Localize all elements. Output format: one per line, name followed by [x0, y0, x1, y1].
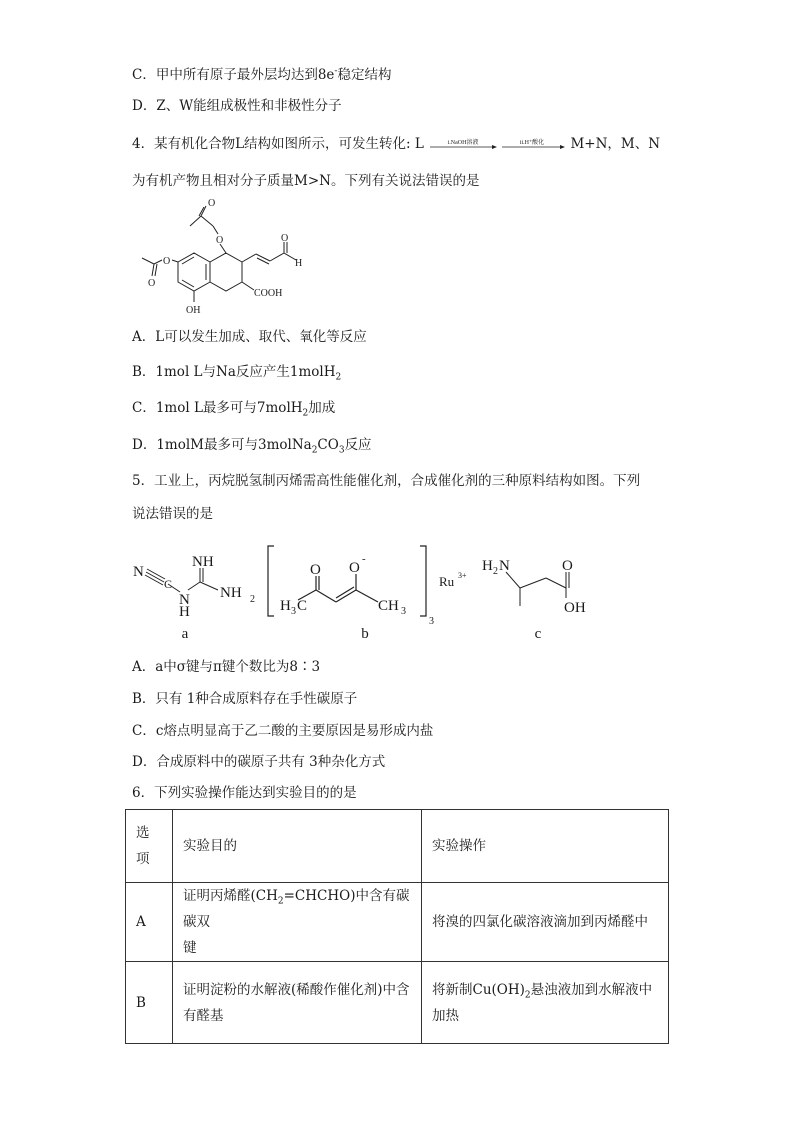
struct-a-n2: N — [179, 592, 190, 608]
struct-a-nh: NH — [192, 554, 214, 570]
struct-b-count: 3 — [429, 616, 434, 627]
q4-option-a: A．L可以发生加成、取代、氧化等反应 — [132, 329, 367, 345]
struct-a-nh2-sub: 2 — [250, 594, 255, 605]
q5-structures — [128, 540, 608, 644]
row-b-goal-text2: 有醛基 — [183, 1007, 224, 1024]
struct-b-ch3: CH — [378, 598, 399, 614]
q4-option-c-tail: 加成 — [308, 400, 336, 416]
struct-a-c: C — [164, 577, 173, 591]
row-b-op-text: 将新制Cu(OH) — [432, 981, 525, 998]
struct-o-ester2: O — [163, 256, 171, 267]
q5-stem-line2: 说法错误的是 — [132, 506, 213, 522]
q4-option-c — [132, 399, 335, 417]
q4-option-d-sub2: 3 — [338, 445, 345, 456]
q4-option-b-sub: 2 — [335, 372, 342, 383]
struct-b-o-minus: O — [349, 560, 360, 576]
table-row — [126, 883, 669, 962]
table-cell-goal — [173, 883, 422, 962]
q4-option-c-text: C．1mol L最多可与7molH — [132, 400, 303, 416]
struct-b-label: b — [361, 626, 369, 642]
compound-l-structure — [130, 198, 310, 320]
struct-o-ald: O — [281, 233, 289, 244]
table-cell-option: A — [126, 883, 173, 962]
struct-a-label: a — [181, 626, 189, 642]
struct-c-o: O — [562, 558, 573, 574]
struct-c-h: H — [482, 558, 493, 574]
table-header-row — [126, 810, 669, 883]
table-header-option-text: 选项 — [136, 825, 150, 867]
struct-h-ald: H — [295, 258, 303, 269]
struct-b-charge: 3+ — [458, 571, 467, 580]
struct-a-h: H — [179, 604, 190, 620]
arrow-label-1: i.NaOH溶液 — [447, 139, 479, 146]
table-header-goal: 实验目的 — [173, 810, 422, 883]
reaction-arrow-graphic — [428, 136, 566, 154]
table-cell-operation — [422, 962, 669, 1044]
q4-option-b — [132, 363, 341, 381]
struct-b-o: O — [310, 562, 321, 578]
struct-c-sub: 2 — [493, 566, 498, 577]
struct-b-h3c-3: 3 — [291, 606, 296, 617]
struct-o-top: O — [208, 198, 216, 209]
struct-b-minus: - — [362, 553, 366, 565]
table-cell-goal — [173, 962, 422, 1044]
experiment-table — [125, 809, 669, 1044]
row-b-op-sub: 2 — [524, 990, 531, 1001]
q4-stem-products: M+N，M、N — [570, 136, 661, 152]
q3-option-d: D．Z、W能组成极性和非极性分子 — [132, 98, 342, 114]
row-b-goal-text: 证明淀粉的水解液(稀酸作催化剂)中含 — [183, 981, 410, 998]
q5-option-a: A．a中σ键与π键个数比为8∶3 — [132, 659, 321, 675]
q6-stem: 6．下列实验操作能达到实验目的的是 — [132, 785, 357, 801]
q3-option-c-tail: 稳定结构 — [337, 67, 392, 83]
struct-cooh: COOH — [254, 288, 283, 299]
table-header-operation: 实验操作 — [422, 810, 669, 883]
struct-a-n1: N — [133, 564, 144, 580]
table-row — [126, 962, 669, 1044]
row-a-goal-text2: =CHCHO)中含有碳碳双 — [183, 888, 410, 930]
struct-b-h3c-h: H — [280, 598, 291, 614]
row-a-goal-text: 证明丙烯醛(CH — [183, 888, 278, 904]
q4-option-d-text: D．1molM最多可与3molNa — [132, 437, 312, 453]
q4-option-d-tail: 反应 — [344, 437, 372, 453]
struct-o-carbonyl: O — [148, 278, 156, 289]
struct-c-n: N — [499, 558, 510, 574]
q4-stem-line2: 为有机产物且相对分子质量M>N。下列有关说法错误的是 — [132, 173, 480, 189]
row-a-goal-sub: 2 — [277, 896, 284, 907]
q4-option-d — [132, 436, 372, 454]
q4-option-c-sub: 2 — [302, 408, 309, 419]
row-a-goal-text3: 键 — [183, 940, 197, 956]
struct-o-ester1: O — [216, 235, 224, 246]
q4-option-d-sub1: 2 — [311, 445, 318, 456]
q5-stem-line1: 5．工业上，丙烷脱氢制丙烯需高性能催化剂，合成催化剂的三种原料结构如图。下列 — [132, 473, 641, 489]
q5-option-b: B．只有 1种合成原料存在手性碳原子 — [132, 691, 358, 707]
struct-c-oh: OH — [564, 600, 586, 616]
table-header-option — [126, 810, 173, 883]
row-b-op-text2: 悬浊液加到水解液中 — [530, 981, 653, 998]
struct-b-ru: Ru — [439, 574, 455, 589]
struct-b-h3c-c: C — [297, 598, 308, 614]
table-cell-option: B — [126, 962, 173, 1044]
reaction-arrows — [428, 136, 566, 154]
row-b-op-text3: 加热 — [432, 1007, 459, 1024]
q4-option-d-co: CO — [317, 437, 339, 453]
q4-stem-text: 4．某有机化合物L结构如图所示，可发生转化: L — [132, 136, 424, 152]
table-cell-operation: 将溴的四氯化碳溶液滴加到丙烯醛中 — [422, 883, 669, 962]
q5-option-d: D．合成原料中的碳原子共有 3种杂化方式 — [132, 754, 386, 770]
q5-option-c: C．c熔点明显高于乙二酸的主要原因是易形成内盐 — [132, 723, 434, 739]
q3-option-c-text: C．甲中所有原子最外层均达到8e — [132, 67, 335, 83]
arrow-label-2: ii.H⁺酸化 — [519, 139, 545, 146]
struct-a-nh2: NH — [220, 585, 242, 601]
struct-b-ch3-sub: 3 — [401, 606, 406, 617]
struct-c-label: c — [534, 626, 542, 642]
q4-stem-line1 — [132, 135, 660, 154]
q3-option-c — [132, 66, 391, 84]
struct-oh: OH — [186, 305, 201, 316]
q3-option-c-sup: - — [334, 66, 338, 77]
q4-option-b-text: B．1mol L与Na反应产生1molH — [132, 364, 336, 380]
